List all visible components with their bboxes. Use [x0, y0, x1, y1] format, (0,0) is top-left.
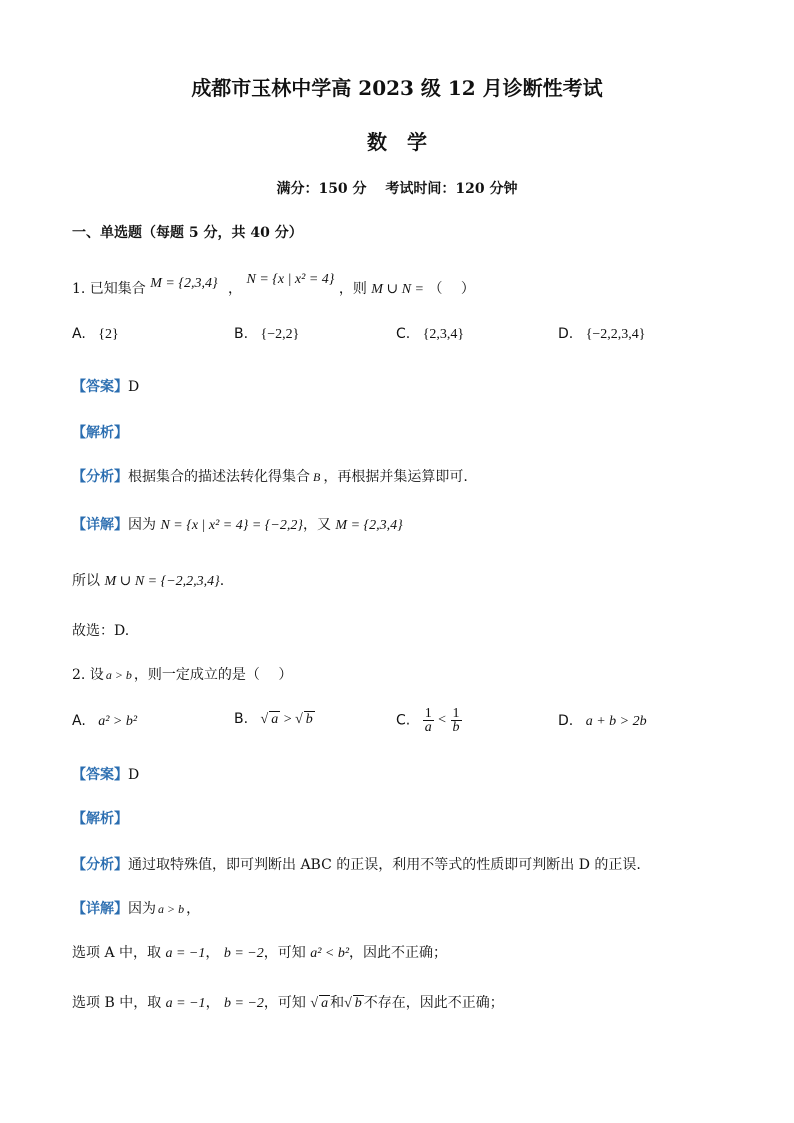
q2-option-b: B. √ a > √ b — [234, 711, 313, 727]
question-2-stem: 2. 设 a > b ，则一定成立的是（ ） — [72, 667, 293, 683]
q2-option-a: A. a² > b² — [72, 713, 138, 729]
q1-suffix-pre: ，则 — [338, 281, 367, 297]
question-1-stem: 1. 已知集合 M = {2,3,4} ， N = {x | x² = 4} ，则 M ∪ N = （ ） — [72, 272, 475, 297]
q2-answer: 【答案】D — [72, 767, 140, 783]
q1-answer: 【答案】D — [72, 379, 140, 395]
q2-option-c: C. $\frac{1}{a}$ < $\frac{1}{b}$ — [396, 706, 460, 735]
q1-option-c: C. {2,3,4} — [396, 326, 465, 342]
q1-option-d: D. {−2,2,3,4} — [558, 326, 646, 342]
q1-set-m: M = {2,3,4} — [150, 276, 218, 291]
q1-xiangjie: 【详解】因为 N = {x | x² = 4} = {−2,2}，又 M = {2,3,4} — [72, 517, 403, 533]
q1-suoyi: 所以 M ∪ N = {−2,2,3,4}. — [72, 573, 225, 589]
q2-option-b-analysis: 选项 B 中，取 a = −1， b = −2，可知 √ a 和√ b 不存在，因此不正确； — [72, 995, 504, 1011]
section-heading: 一、单选题（每题 5 分，共 40 分） — [72, 225, 303, 241]
q2-option-a-analysis: 选项 A 中，取 a = −1， b = −2，可知 a² < b²，因此不正确； — [72, 945, 448, 961]
q1-option-b: B. {−2,2} — [234, 326, 300, 342]
q1-union: M ∪ N = — [371, 282, 424, 297]
exam-meta: 满分：150 分 考试时间：120 分钟 — [276, 181, 518, 197]
q1-fenxi: 【分析】根据集合的描述法转化得集合 B ，再根据并集运算即可. — [72, 469, 468, 485]
q1-guxuan: 故选：D. — [72, 623, 130, 639]
q2-xiangjie: 【详解】因为 a > b ， — [72, 901, 201, 917]
q2-option-d: D. a + b > 2b — [558, 713, 647, 729]
q1-analysis-tag: 【解析】 — [72, 425, 128, 441]
q1-paren: （ ） — [428, 281, 475, 297]
q2-analysis-tag: 【解析】 — [72, 811, 128, 827]
q1-option-a: A. {2} — [72, 326, 119, 342]
exam-title: 成都市玉林中学高 2023 级 12 月诊断性考试 — [191, 76, 603, 100]
subject-title: 数 学 — [367, 130, 427, 154]
q1-set-n: N = {x | x² = 4} — [246, 272, 335, 287]
q2-fenxi: 【分析】通过取特殊值，即可判断出 ABC 的正误，利用不等式的性质即可判断出 D 的正误. — [72, 857, 641, 873]
q1-prefix: 1. 已知集合 — [72, 281, 146, 297]
